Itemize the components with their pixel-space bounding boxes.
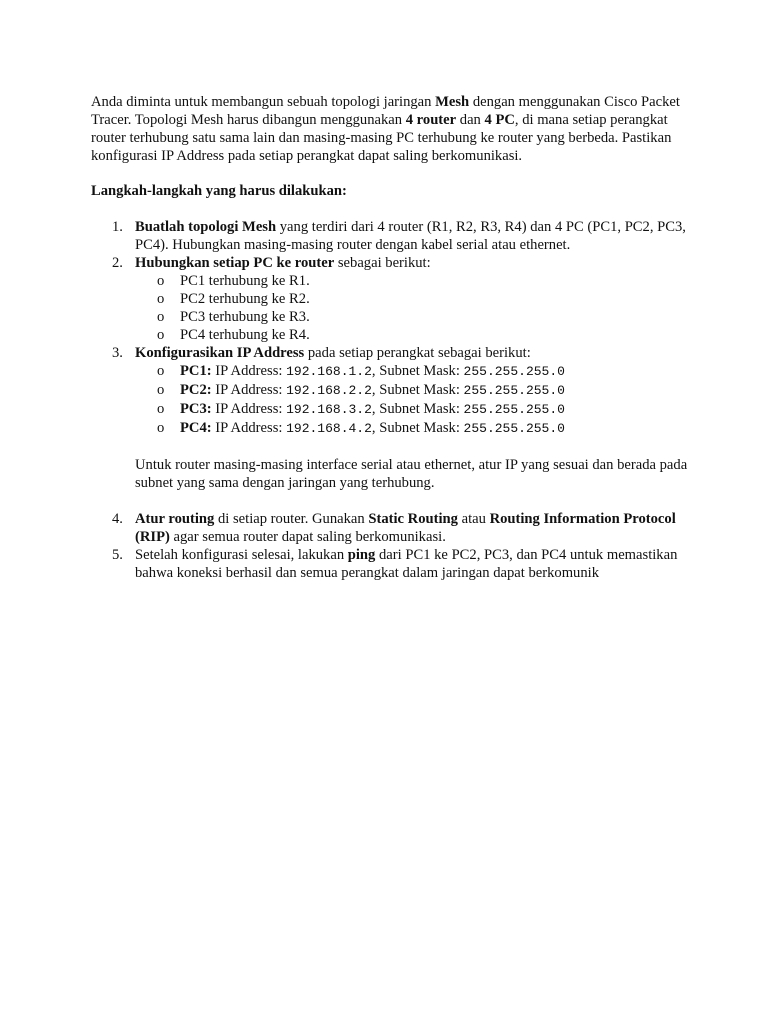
- list-item-text: PC3 terhubung ke R3.: [180, 309, 310, 325]
- list-item: [135, 272, 691, 290]
- step-body: Setelah konfigurasi selesai, lakukan: [135, 547, 348, 563]
- step-number: 1.: [112, 219, 123, 235]
- intro-text: dan: [456, 112, 485, 128]
- step-body: di setiap router. Gunakan: [214, 511, 369, 527]
- bullet-icon: o: [157, 363, 165, 379]
- step-bold: Konfigurasikan IP Address: [135, 345, 305, 361]
- mask-value: 255.255.255.0: [463, 364, 565, 379]
- mask-value: 255.255.255.0: [463, 383, 565, 398]
- step-bold: Hubungkan setiap PC ke router: [135, 255, 335, 271]
- mask-label: , Subnet Mask:: [371, 382, 464, 398]
- mask-label: , Subnet Mask:: [371, 401, 464, 417]
- list-item-text: PC2 terhubung ke R2.: [180, 291, 310, 307]
- pc-connection-list: [135, 272, 691, 344]
- ip-label: IP Address:: [211, 363, 287, 379]
- step-body: dari PC1 ke PC2, PC3, dan PC4 untuk memastikan bahwa koneksi berhasil dan semua perangkat dalam jaringan dapat berkomunik: [135, 547, 678, 581]
- ip-label: IP Address:: [211, 420, 287, 436]
- pc-label: PC1:: [180, 363, 212, 379]
- intro-bold-router: 4 router: [405, 112, 457, 128]
- bullet-icon: o: [157, 309, 165, 325]
- step-bold-ping: ping: [347, 547, 376, 563]
- steps-heading: Langkah-langkah yang harus dilakukan:: [91, 183, 347, 199]
- pc-label: PC2:: [180, 382, 212, 398]
- step-bold: Atur routing: [135, 511, 215, 527]
- intro-text: dengan menggunakan Cisco Packet Tracer. Topologi Mesh harus dibangun menggunakan: [91, 94, 680, 128]
- intro-bold-mesh: Mesh: [435, 94, 470, 110]
- ip-value: 192.168.4.2: [286, 421, 372, 436]
- step-item: [91, 546, 691, 582]
- mask-value: 255.255.255.0: [463, 421, 565, 436]
- list-item: [135, 290, 691, 308]
- list-item-text: PC1 terhubung ke R1.: [180, 273, 310, 289]
- bullet-icon: o: [157, 382, 165, 398]
- intro-text: Anda diminta untuk membangun sebuah topologi jaringan: [91, 94, 436, 110]
- ip-label: IP Address:: [211, 382, 287, 398]
- router-note: Untuk router masing-masing interface serial atau ethernet, atur IP yang sesuai dan berada pada subnet yang sama dengan jaringan yang terhubung.: [135, 457, 688, 491]
- bullet-icon: o: [157, 401, 165, 417]
- list-item: [135, 308, 691, 326]
- pc-label: PC3:: [180, 401, 212, 417]
- step-body: yang terdiri dari 4 router (R1, R2, R3, R4) dan 4 PC (PC1, PC2, PC3, PC4). Hubungkan masing-masing router dengan kabel serial atau ethernet.: [135, 219, 686, 253]
- ip-label: IP Address:: [211, 401, 287, 417]
- step-item: [91, 218, 691, 254]
- step-body: atau: [457, 511, 490, 527]
- step-number: 2.: [112, 255, 123, 271]
- steps-list: [91, 218, 691, 582]
- mask-label: , Subnet Mask:: [371, 363, 464, 379]
- bullet-icon: o: [157, 291, 165, 307]
- intro-text: , di mana setiap perangkat router terhubung satu sama lain dan masing-masing PC terhubung ke router yang berbeda. Pastikan konfigurasi IP Address pada setiap perangkat dapat saling berkomunikasi.: [91, 112, 672, 164]
- step-bold-rip: Routing Information Protocol (RIP): [135, 511, 676, 545]
- step-body: pada setiap perangkat sebagai berikut:: [304, 345, 531, 361]
- ip-value: 192.168.3.2: [286, 402, 372, 417]
- step-number: 4.: [112, 511, 123, 527]
- step-number: 3.: [112, 345, 123, 361]
- bullet-icon: o: [157, 273, 165, 289]
- step-item: [91, 344, 691, 492]
- list-item: [135, 400, 691, 419]
- intro-bold-pc: 4 PC: [484, 112, 515, 128]
- step-item: [91, 254, 691, 344]
- mask-value: 255.255.255.0: [463, 402, 565, 417]
- step-text: [135, 344, 691, 362]
- mask-label: , Subnet Mask:: [371, 420, 464, 436]
- ip-value: 192.168.1.2: [286, 364, 372, 379]
- step-item: [91, 510, 691, 546]
- ip-config-list: [135, 362, 691, 438]
- intro-paragraph: [91, 93, 681, 165]
- list-item: [135, 419, 691, 438]
- step-text: [135, 510, 691, 546]
- step-text: [135, 546, 691, 582]
- list-item: [135, 362, 691, 381]
- step-bold-static-routing: Static Routing: [368, 511, 458, 527]
- step-body: sebagai berikut:: [334, 255, 431, 271]
- list-item: [135, 381, 691, 400]
- bullet-icon: o: [157, 327, 165, 343]
- step-number: 5.: [112, 547, 123, 563]
- list-item: [135, 326, 691, 344]
- step-bold: Buatlah topologi Mesh: [135, 219, 277, 235]
- ip-value: 192.168.2.2: [286, 383, 372, 398]
- bullet-icon: o: [157, 420, 165, 436]
- step-text: [135, 218, 691, 254]
- pc-label: PC4:: [180, 420, 212, 436]
- step-body: agar semua router dapat saling berkomunikasi.: [169, 529, 446, 545]
- list-item-text: PC4 terhubung ke R4.: [180, 327, 310, 343]
- step-text: [135, 254, 691, 272]
